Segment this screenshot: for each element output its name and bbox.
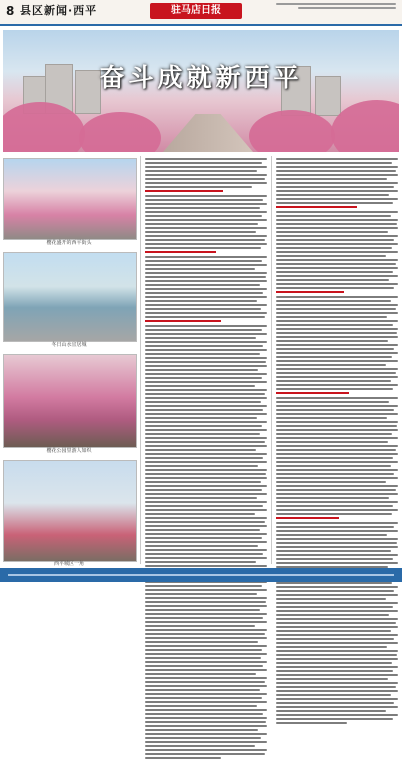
photo-caption: 樱花盛开的西平街头 <box>46 240 92 246</box>
photo-blossom-street <box>3 158 137 240</box>
photo-cherry-park <box>3 354 137 448</box>
header-metadata <box>276 3 396 11</box>
section-title: 县区新闻·西平 <box>20 4 98 17</box>
column-divider <box>271 156 272 564</box>
banner-road <box>163 114 253 152</box>
main-headline: 奋斗成就新西平 <box>99 63 303 92</box>
page-number: 8 <box>6 4 15 18</box>
blossom-tree <box>331 100 399 152</box>
photo-caption: 冬日山水宜居城 <box>51 342 87 348</box>
blossom-tree <box>249 110 335 152</box>
page-footer <box>0 568 402 582</box>
blossom-tree <box>79 112 161 152</box>
article-column-middle <box>145 158 267 761</box>
photo-riverside-town <box>3 252 137 342</box>
column-divider <box>140 156 141 564</box>
footer-text-strip <box>8 574 394 576</box>
photo-caption: 西平城区一角 <box>53 561 84 567</box>
newspaper-masthead-logo: 驻马店日报 <box>150 3 242 19</box>
page-header <box>0 0 402 26</box>
photo-city-skyline <box>3 460 137 562</box>
photo-caption: 樱花公园里游人如织 <box>46 448 92 454</box>
article-column-right <box>276 158 398 726</box>
banner-photo <box>3 30 399 152</box>
